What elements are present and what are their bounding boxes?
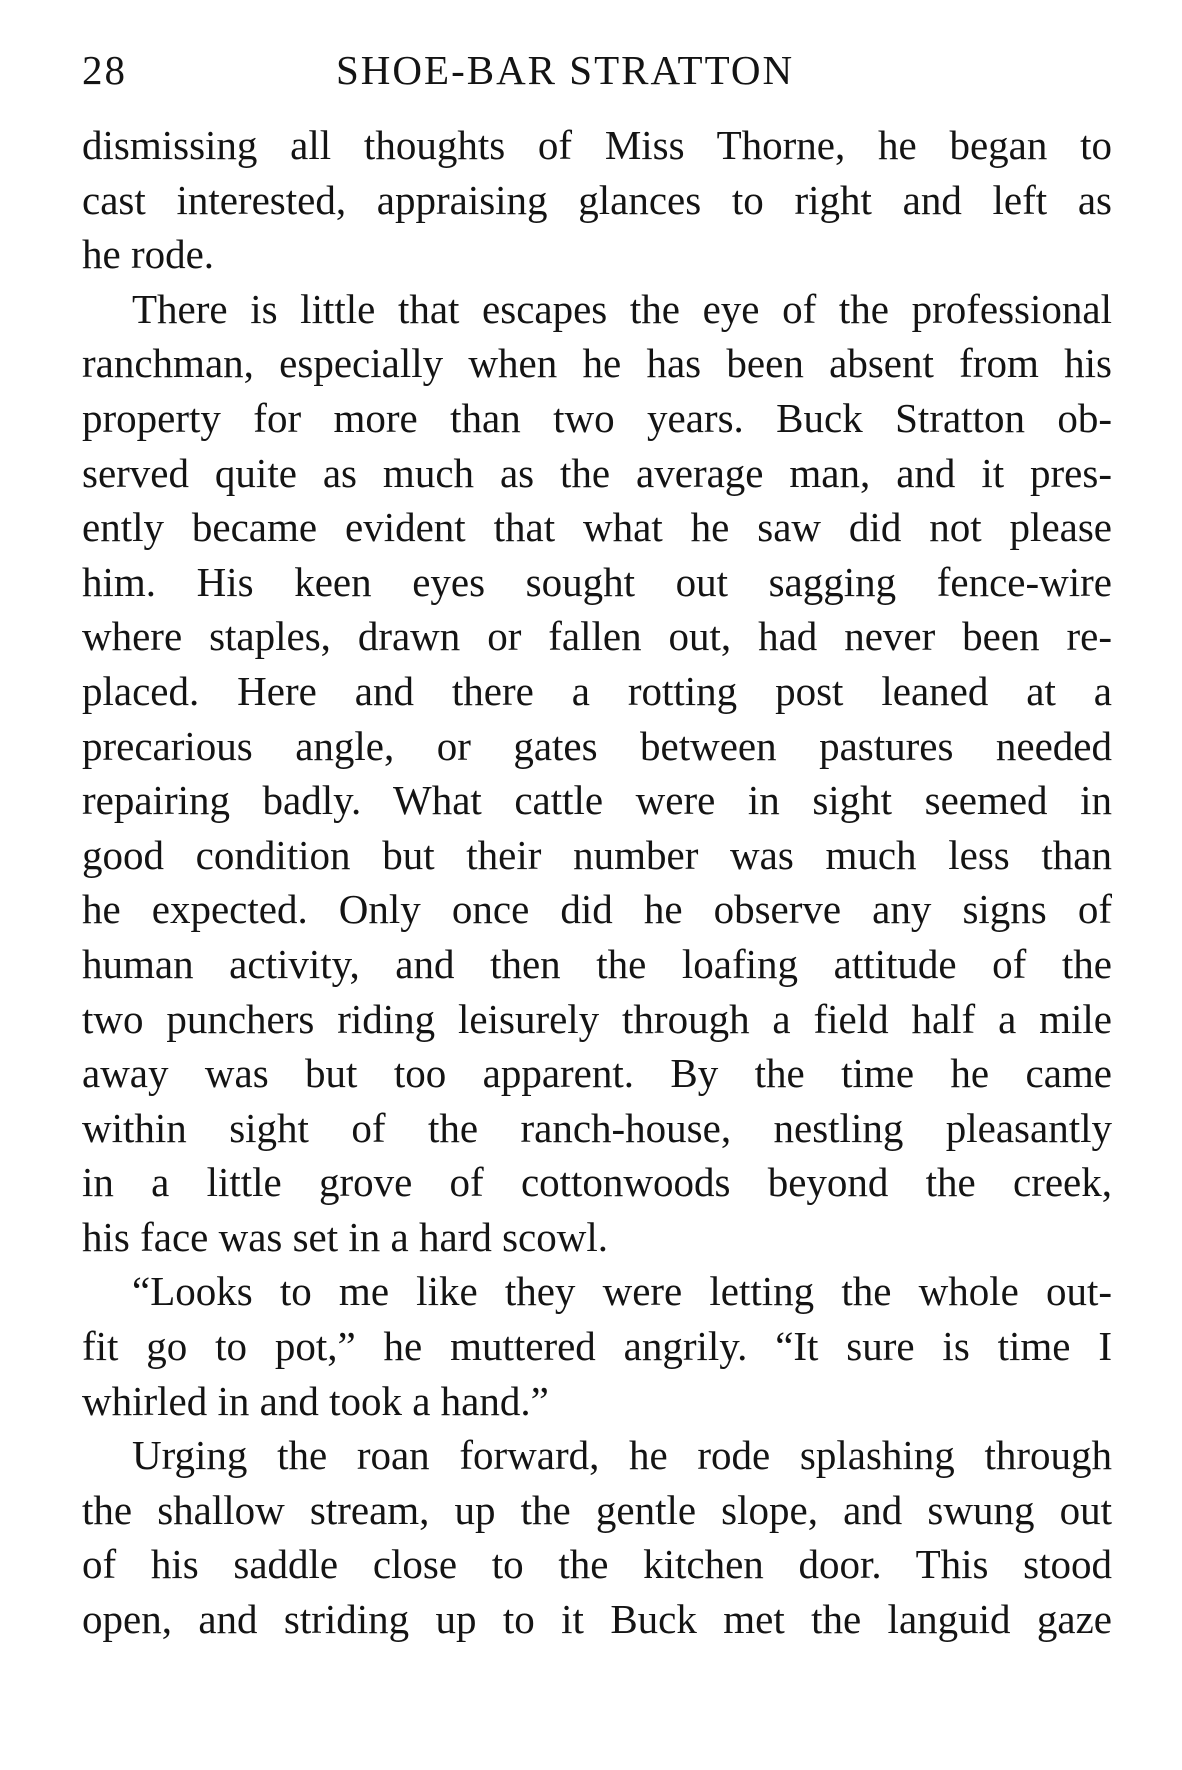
text-line: away was but too apparent. By the time he came (82, 1050, 1112, 1097)
text-line: his face was set in a hard scowl. (82, 1213, 608, 1260)
text-line: served quite as much as the average man, and it pres- (82, 449, 1112, 496)
running-head: SHOE-BAR STRATTON (336, 47, 795, 93)
text-line: precarious angle, or gates between pastures needed (82, 722, 1112, 769)
text-line: the shallow stream, up the gentle slope, and swung out (82, 1486, 1112, 1533)
text-line: he expected. Only once did he observe any signs of (82, 886, 1112, 933)
text-line: two punchers riding leisurely through a field half a mile (82, 995, 1112, 1042)
text-line: open, and striding up to it Buck met the languid gaze (82, 1596, 1112, 1643)
text-line: fit go to pot,” he muttered angrily. “It sure is time I (82, 1323, 1112, 1370)
paragraph (82, 1428, 1112, 1646)
text-line: repairing badly. What cattle were in sight seemed in (82, 777, 1112, 824)
text-line: ranchman, especially when he has been absent from his (82, 340, 1112, 387)
text-line: property for more than two years. Buck Stratton ob- (82, 394, 1112, 441)
body-text (82, 118, 1112, 1647)
text-line: him. His keen eyes sought out sagging fence-wire (82, 558, 1112, 605)
text-line: ently became evident that what he saw did not please (82, 504, 1112, 551)
text-line: where staples, drawn or fallen out, had never been re- (82, 613, 1112, 660)
text-line: cast interested, appraising glances to right and left as (82, 176, 1112, 223)
page-header (82, 40, 1112, 100)
text-line: he rode. (82, 231, 215, 278)
paragraph (82, 118, 1112, 282)
text-line: whirled in and took a hand.” (82, 1377, 549, 1424)
paragraph (82, 1264, 1112, 1428)
text-line: within sight of the ranch-house, nestling pleasantly (82, 1104, 1112, 1151)
text-line: of his saddle close to the kitchen door. This stood (82, 1541, 1112, 1588)
book-page (82, 40, 1112, 1647)
text-line: human activity, and then the loafing attitude of the (82, 940, 1112, 987)
text-line: good condition but their number was much less than (82, 831, 1112, 878)
text-line: placed. Here and there a rotting post leaned at a (82, 667, 1112, 714)
text-line: “Looks to me like they were letting the whole out- (132, 1268, 1112, 1315)
text-line: Urging the roan forward, he rode splashing through (132, 1432, 1112, 1479)
text-line: dismissing all thoughts of Miss Thorne, he began to (82, 122, 1112, 168)
paragraph (82, 282, 1112, 1265)
text-line: in a little grove of cottonwoods beyond the creek, (82, 1159, 1112, 1206)
page-number: 28 (82, 47, 127, 93)
text-line: There is little that escapes the eye of the professional (132, 285, 1112, 332)
